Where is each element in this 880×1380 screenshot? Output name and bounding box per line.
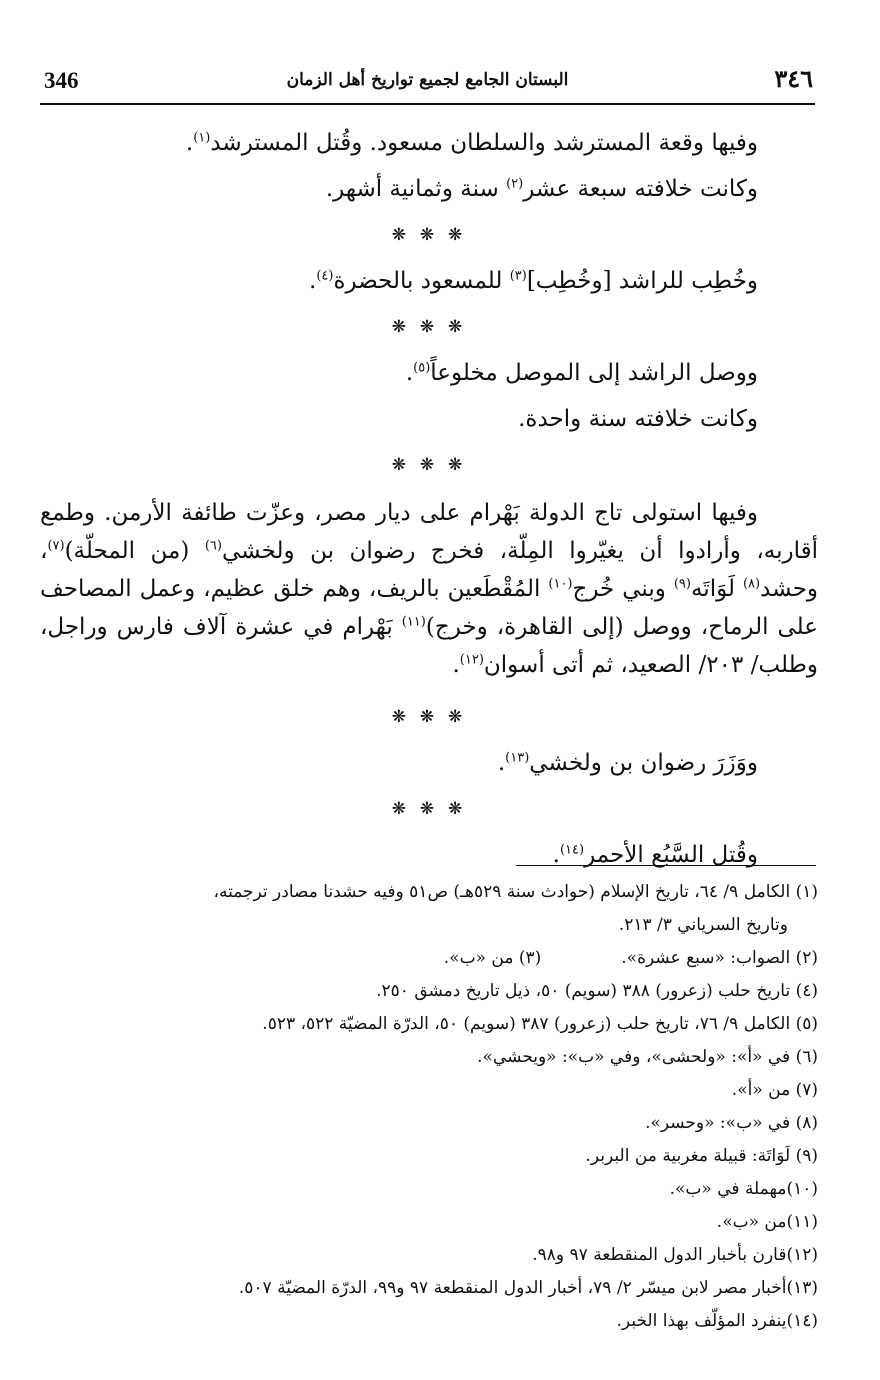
- footnote-ref: (١٣): [505, 750, 530, 766]
- footnote: (٤) تاريخ حلب (زعرور) ٣٨٨ (سويم) ٥٠، ذيل تاريخ دمشق ٢٥٠.: [376, 981, 818, 1001]
- text-line: ووَزَرَ رضوان بن ولخشي$^{(١٣)}$.: [497, 750, 758, 776]
- page-header: [40, 58, 815, 102]
- footnote-ref: (٧): [47, 538, 65, 554]
- footnote-ref: (١٢): [459, 652, 484, 668]
- text-line: وكانت خلافته سنة واحدة.: [518, 406, 758, 432]
- footnote: (١٠)مهملة في «ب».: [669, 1179, 818, 1199]
- footnote-ref: (١٠): [548, 576, 573, 592]
- text-line: وقُتل السَّبُع الأحمر$^{(١٤)}$.: [552, 842, 758, 868]
- section-separator: ❋ ❋ ❋: [391, 455, 467, 475]
- page-number-arabic: ٣٤٦: [774, 64, 813, 93]
- section-separator: ❋ ❋ ❋: [391, 799, 467, 819]
- text-line: وخُطِب للراشد [وخُطِب]$^{(٣)}$ للمسعود بالحضرة$^{(٤)}$.: [309, 268, 758, 294]
- footnote: (١١)من «ب».: [716, 1212, 818, 1232]
- footnote-ref: (٦): [204, 538, 222, 554]
- page-number-latin: 346: [44, 68, 79, 93]
- footnote: (٩) لَوَاتَة: قبيلة مغربية من البربر.: [585, 1146, 818, 1166]
- running-title: البستان الجامع لجميع تواريخ أهل الزمان: [286, 70, 569, 90]
- footnote: (٧) من «أ».: [731, 1080, 818, 1100]
- text-line: ووصل الراشد إلى الموصل مخلوعاً$^{(٥)}$.: [405, 360, 758, 386]
- footnote: (١٤)ينفرد المؤلّف بهذا الخبر.: [616, 1311, 818, 1331]
- footnote-ref: (٨): [742, 576, 761, 592]
- text-line: وكانت خلافته سبعة عشر$^{(٢)}$ سنة وثمانية أشهر.: [325, 176, 758, 202]
- section-separator: ❋ ❋ ❋: [391, 707, 467, 727]
- footnote: (١٢)قارن بأخبار الدول المنقطعة ٩٧ و٩٨.: [532, 1245, 818, 1265]
- footnote-ref: (١١): [401, 614, 426, 630]
- header-rule: [40, 103, 815, 105]
- main-text: [40, 120, 818, 878]
- footnote-ref: (١٤): [559, 842, 585, 858]
- footnote: (٥) الكامل ٩/ ٧٦، تاريخ حلب (زعرور) ٣٨٧ (سويم) ٥٠، الدرّة المضيّة ٥٢٢، ٥٢٣.: [262, 1014, 818, 1034]
- section-separator: ❋ ❋ ❋: [391, 317, 467, 337]
- footnote-ref: (٤): [316, 268, 334, 284]
- footnote-ref: (٢): [506, 176, 524, 192]
- footnote-ref: (٩): [673, 576, 691, 592]
- text-line: وفيها وقعة المسترشد والسلطان مسعود. وقُتل المسترشد$^{(١)}$.: [185, 130, 758, 156]
- paragraph: وفيها استولى تاج الدولة بَهْرام على ديار مصر، وعزّت طائفة الأرمن. وطمع أقاربه، وأرادوا أن يغيّروا المِلّة، فخرج رضوان بن ولخشي$^{(٦)}$ (من المحلّة)$^{(٧)}$، وحشد$^{(٨)}$ لَوَاتَه$^{(٩)}$ وبني خُرج$^{(١٠)}$ المُقْطَعين بالريف، وهم خلق عظيم، وعمل المصاحف على الرماح، ووصل (إلى القاهرة، وخرج)$^{(١١)}$ بَهْرام في عشرة آلاف فارس وراجل، وطلب/ ٢٠٣/ الصعيد، ثم أتى أسوان$^{(١٢)}$.: [40, 500, 819, 678]
- footnote: (٢) الصواب: «سبع عشرة».(٣) من «ب».: [443, 948, 818, 968]
- footnote: (٨) في «ب»: «وحسر».: [645, 1113, 818, 1133]
- footnote: (١٣)أخبار مصر لابن ميسّر ٢/ ٧٩، أخبار الدول المنقطعة ٩٧ و٩٩، الدرّة المضيّة ٥٠٧.: [238, 1278, 818, 1298]
- footnote-ref: (٥): [413, 360, 431, 376]
- footnote-rule: [516, 865, 816, 866]
- section-separator: ❋ ❋ ❋: [391, 225, 467, 245]
- footnote: (٦) في «أ»: «ولحشى»، وفي «ب»: «ويحشي».: [477, 1047, 818, 1067]
- footnote-continuation: وتاريخ السرياني ٣/ ٢١٣.: [618, 915, 788, 935]
- footnote-ref: (٣): [509, 268, 527, 284]
- footnotes: [40, 876, 818, 1338]
- footnote-ref: (١): [193, 130, 211, 146]
- footnote: (١) الكامل ٩/ ٦٤، تاريخ الإسلام (حوادث سنة ٥٢٩هـ) ص٥١ وفيه حشدنا مصادر ترجمته،: [213, 882, 818, 902]
